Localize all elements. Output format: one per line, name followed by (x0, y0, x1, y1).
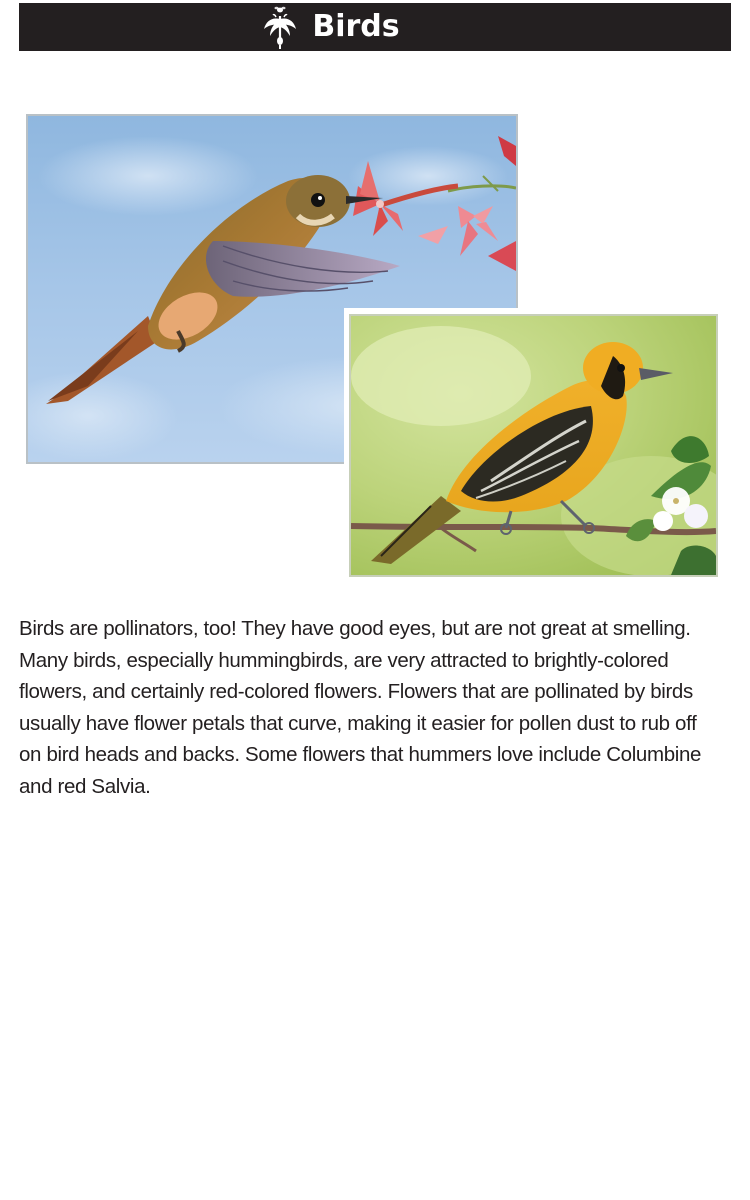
body-paragraph: Birds are pollinators, too! They have good eyes, but are not great at smelling. Many birds, especially hummingbirds, are very attracted to brightly-colored flowers, and certainly red-colored flowers. Flowers that are pollinated by birds usually have flower petals that curve, making it easier for pollen dust to rub off on bird heads and backs. Some flowers that hummers love include Columbine and red Salvia. (19, 617, 702, 798)
oriole-painting (349, 314, 718, 577)
header-content (260, 5, 399, 49)
bee-flower-icon (260, 5, 300, 49)
header-bar (19, 3, 731, 51)
page-title: Birds (312, 9, 400, 44)
